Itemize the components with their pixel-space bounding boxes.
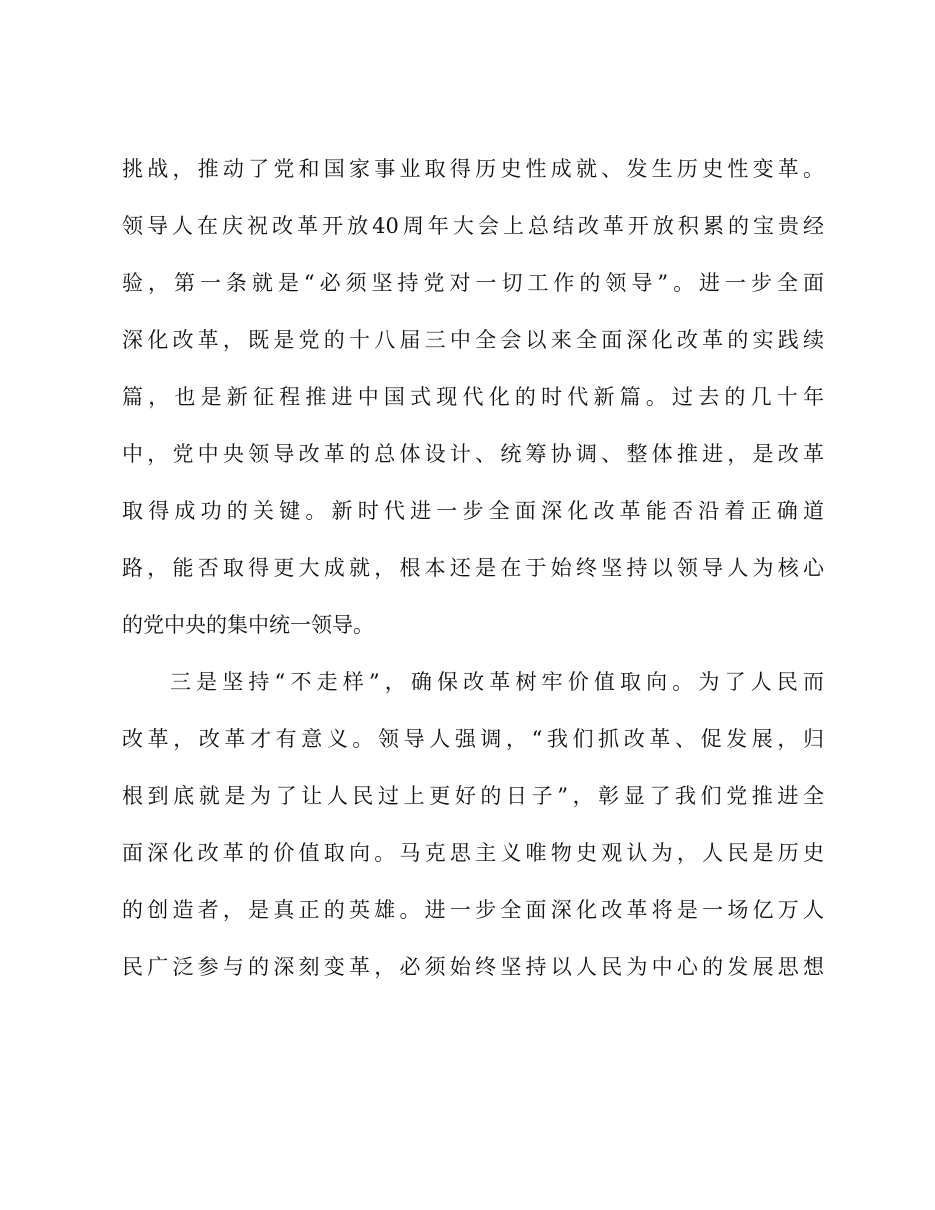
text-line: 根到底就是为了让人民过上更好的日子”，彰显了我们党推进全 — [122, 784, 824, 808]
text-line: 路，能否取得更大成就，根本还是在于始终坚持以领导人为核心 — [122, 556, 824, 580]
text-line: 中，党中央领导改革的总体设计、统筹协调、整体推进，是改革 — [122, 442, 824, 466]
text-line: 领导人在庆祝改革开放40周年大会上总结改革开放积累的宝贵经 — [122, 214, 824, 238]
text-line: 篇，也是新征程推进中国式现代化的时代新篇。过去的几十年 — [122, 385, 824, 409]
text-line: 改革，改革才有意义。领导人强调，“我们抓改革、促发展，归 — [122, 727, 824, 751]
text-line: 挑战，推动了党和国家事业取得历史性成就、发生历史性变革。 — [122, 157, 824, 181]
text-line: 的党中央的集中统一领导。 — [122, 613, 374, 637]
text-line: 深化改革，既是党的十八届三中全会以来全面深化改革的实践续 — [122, 328, 824, 352]
text-line: 民广泛参与的深刻变革，必须始终坚持以人民为中心的发展思想 — [122, 955, 824, 979]
paragraph-start-line: 三是坚持“不走样”，确保改革树牢价值取向。为了人民而 — [170, 670, 824, 694]
text-line: 的创造者，是真正的英雄。进一步全面深化改革将是一场亿万人 — [122, 898, 824, 922]
text-line: 取得成功的关键。新时代进一步全面深化改革能否沿着正确道 — [122, 499, 824, 523]
text-line: 验，第一条就是“必须坚持党对一切工作的领导”。进一步全面 — [122, 271, 824, 295]
text-line: 面深化改革的价值取向。马克思主义唯物史观认为，人民是历史 — [122, 841, 824, 865]
